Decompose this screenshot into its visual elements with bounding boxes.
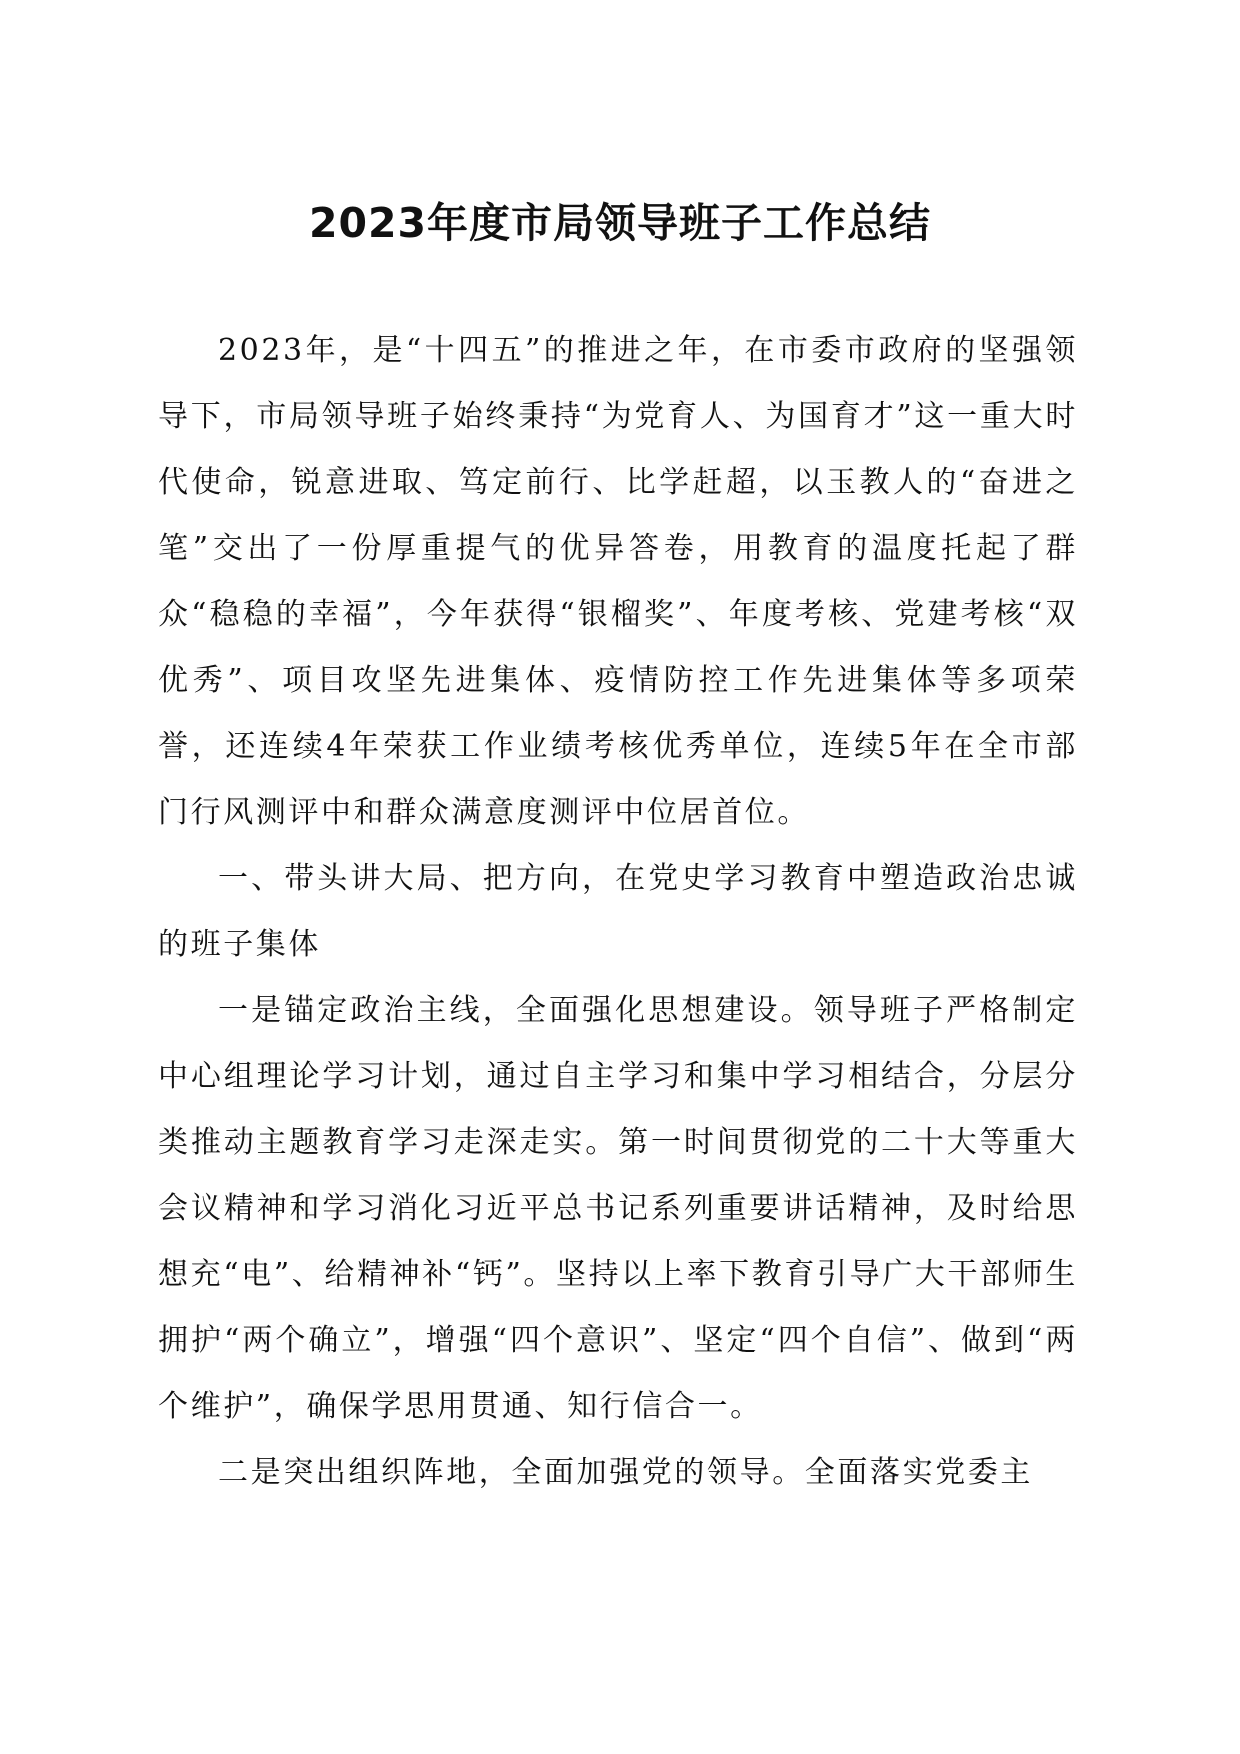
document-title: 2023年度市局领导班子工作总结 — [308, 199, 932, 247]
point-one-paragraph: 一是锚定政治主线，全面强化思想建设。领导班子严格制定中心组理论学习计划，通过自主学习和集中学习相结合，分层分类推动主题教育学习走深走实。第一时间贯彻党的二十大等重大会议精神和学习消化习近平总书记系列重要讲话精神，及时给思想充“电”、给精神补“钙”。坚持以上率下教育引导广大干部师生拥护“两个确立”，增强“四个意识”、坚定“四个自信”、做到“两个维护”，确保学思用贯通、知行信合一。 — [158, 993, 1078, 1424]
section-heading-one: 一、带头讲大局、把方向，在党史学习教育中塑造政治忠诚的班子集体 — [158, 861, 1078, 962]
intro-paragraph: 2023年，是“十四五”的推进之年，在市委市政府的坚强领导下，市局领导班子始终秉持“为党育人、为国育才”这一重大时代使命，锐意进取、笃定前行、比学赶超，以玉教人的“奋进之笔”交出了一份厚重提气的优异答卷，用教育的温度托起了群众“稳稳的幸福”，今年获得“银榴奖”、年度考核、党建考核“双优秀”、项目攻坚先进集体、疫情防控工作先进集体等多项荣誉，还连续4年荣获工作业绩考核优秀单位，连续5年在全市部门行风测评中和群众满意度测评中位居首位。 — [158, 333, 1078, 830]
document-body — [158, 318, 1078, 1506]
point-two-paragraph: 二是突出组织阵地，全面加强党的领导。全面落实党委主 — [218, 1455, 1033, 1490]
